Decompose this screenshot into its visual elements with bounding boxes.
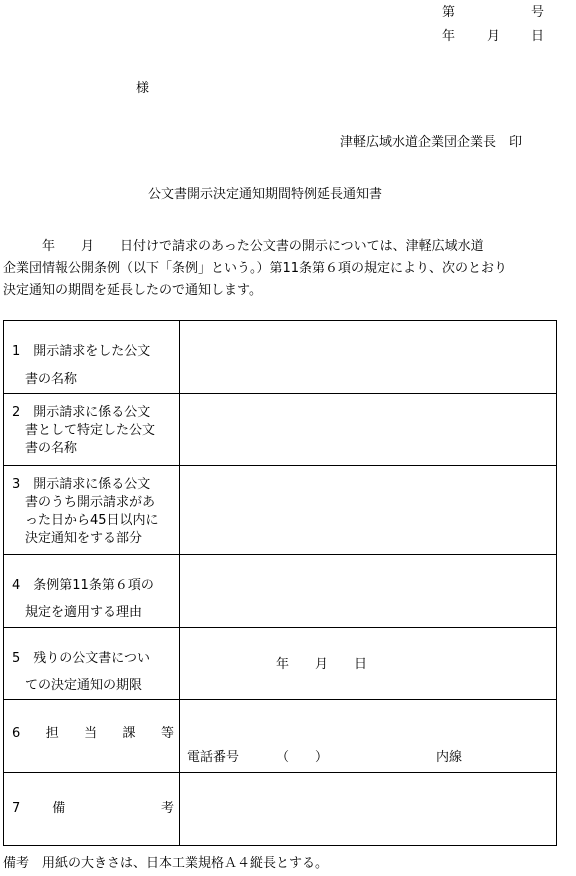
date-label-nen: 年 bbox=[442, 29, 456, 44]
row-7-value[interactable] bbox=[189, 783, 548, 836]
body-line-1: 年 月 日付けで請求のあった公文書の開示については、津軽広域水道 bbox=[3, 239, 484, 254]
table-row-7 bbox=[4, 772, 556, 846]
row-1-label bbox=[12, 338, 174, 394]
row-6-label-char: 当 bbox=[84, 726, 98, 741]
row-2-label bbox=[12, 404, 174, 458]
body-line-2: 企業団情報公開条例（以下「条例」という。）第11条第６項の規定により、次のとおり bbox=[3, 261, 508, 276]
row-4-label-line: 規定を適用する理由 bbox=[12, 605, 143, 620]
body-paragraph bbox=[3, 236, 555, 302]
row-5-label-line: ての決定通知の期限 bbox=[12, 678, 143, 693]
row-5-label-line: 5 残りの公文書につい bbox=[12, 651, 151, 666]
row-6-label bbox=[12, 727, 174, 740]
row-3-label-line: 決定通知をする部分 bbox=[12, 531, 143, 546]
row-6-label-char: 課 bbox=[122, 726, 136, 741]
row-3-label-line: った日から45日以内に bbox=[12, 513, 159, 528]
row-3-value[interactable] bbox=[189, 476, 548, 545]
row-1-value[interactable] bbox=[189, 331, 548, 383]
row-4-label bbox=[12, 572, 174, 626]
table-row-6 bbox=[4, 699, 556, 773]
row-3-label-line: 書のうち開示請求があ bbox=[12, 495, 156, 510]
row-1-label-line: 1 開示請求をした公文 bbox=[12, 344, 151, 359]
phone-area-code-paren: （ ） bbox=[276, 750, 329, 765]
row-7-label-char: 備 bbox=[52, 801, 66, 816]
sender-name: 津軽広域水道企業団企業長 印 bbox=[340, 135, 523, 150]
row-5-label bbox=[12, 645, 174, 699]
row-3-label bbox=[12, 476, 174, 548]
number-label-dai: 第 bbox=[442, 5, 456, 20]
notice-table bbox=[3, 320, 557, 846]
body-line-3: 決定通知の期間を延長したので通知します。 bbox=[3, 283, 262, 298]
addressee-suffix: 様 bbox=[136, 81, 150, 96]
row-3-label-line: 3 開示請求に係る公文 bbox=[12, 477, 151, 492]
row-6-label-char: 担 bbox=[45, 726, 59, 741]
footnote: 備考 用紙の大きさは、日本工業規格Ａ４縦長とする。 bbox=[3, 856, 329, 871]
extension-label: 内線 bbox=[436, 750, 463, 765]
row-2-label-line: 2 開示請求に係る公文 bbox=[12, 405, 151, 420]
table-row-1 bbox=[4, 321, 556, 393]
document-title: 公文書開示決定通知期間特例延長通知書 bbox=[148, 187, 383, 202]
row-2-value[interactable] bbox=[189, 404, 548, 456]
number-label-go: 号 bbox=[531, 5, 545, 20]
row-6-label-char: 等 bbox=[160, 726, 174, 741]
table-row-2 bbox=[4, 393, 556, 466]
row-7-label-char: 7 bbox=[12, 801, 21, 816]
phone-label: 電話番号 bbox=[187, 750, 240, 765]
row-2-label-line: 書の名称 bbox=[12, 441, 78, 456]
date-label-tsuki: 月 bbox=[487, 29, 501, 44]
row-4-label-line: 4 条例第11条第６項の bbox=[12, 578, 154, 593]
row-1-label-line: 書の名称 bbox=[12, 372, 78, 387]
row-2-label-line: 書として特定した公文 bbox=[12, 423, 156, 438]
row-6-label-char: 6 bbox=[12, 726, 21, 741]
deadline-date: 年 月 日 bbox=[276, 657, 368, 672]
table-row-5 bbox=[4, 627, 556, 700]
row-4-value[interactable] bbox=[189, 565, 548, 618]
date-label-hi: 日 bbox=[531, 29, 545, 44]
row-7-label bbox=[12, 802, 174, 815]
table-row-3 bbox=[4, 465, 556, 555]
table-row-4 bbox=[4, 554, 556, 628]
row-7-label-char: 考 bbox=[160, 801, 174, 816]
